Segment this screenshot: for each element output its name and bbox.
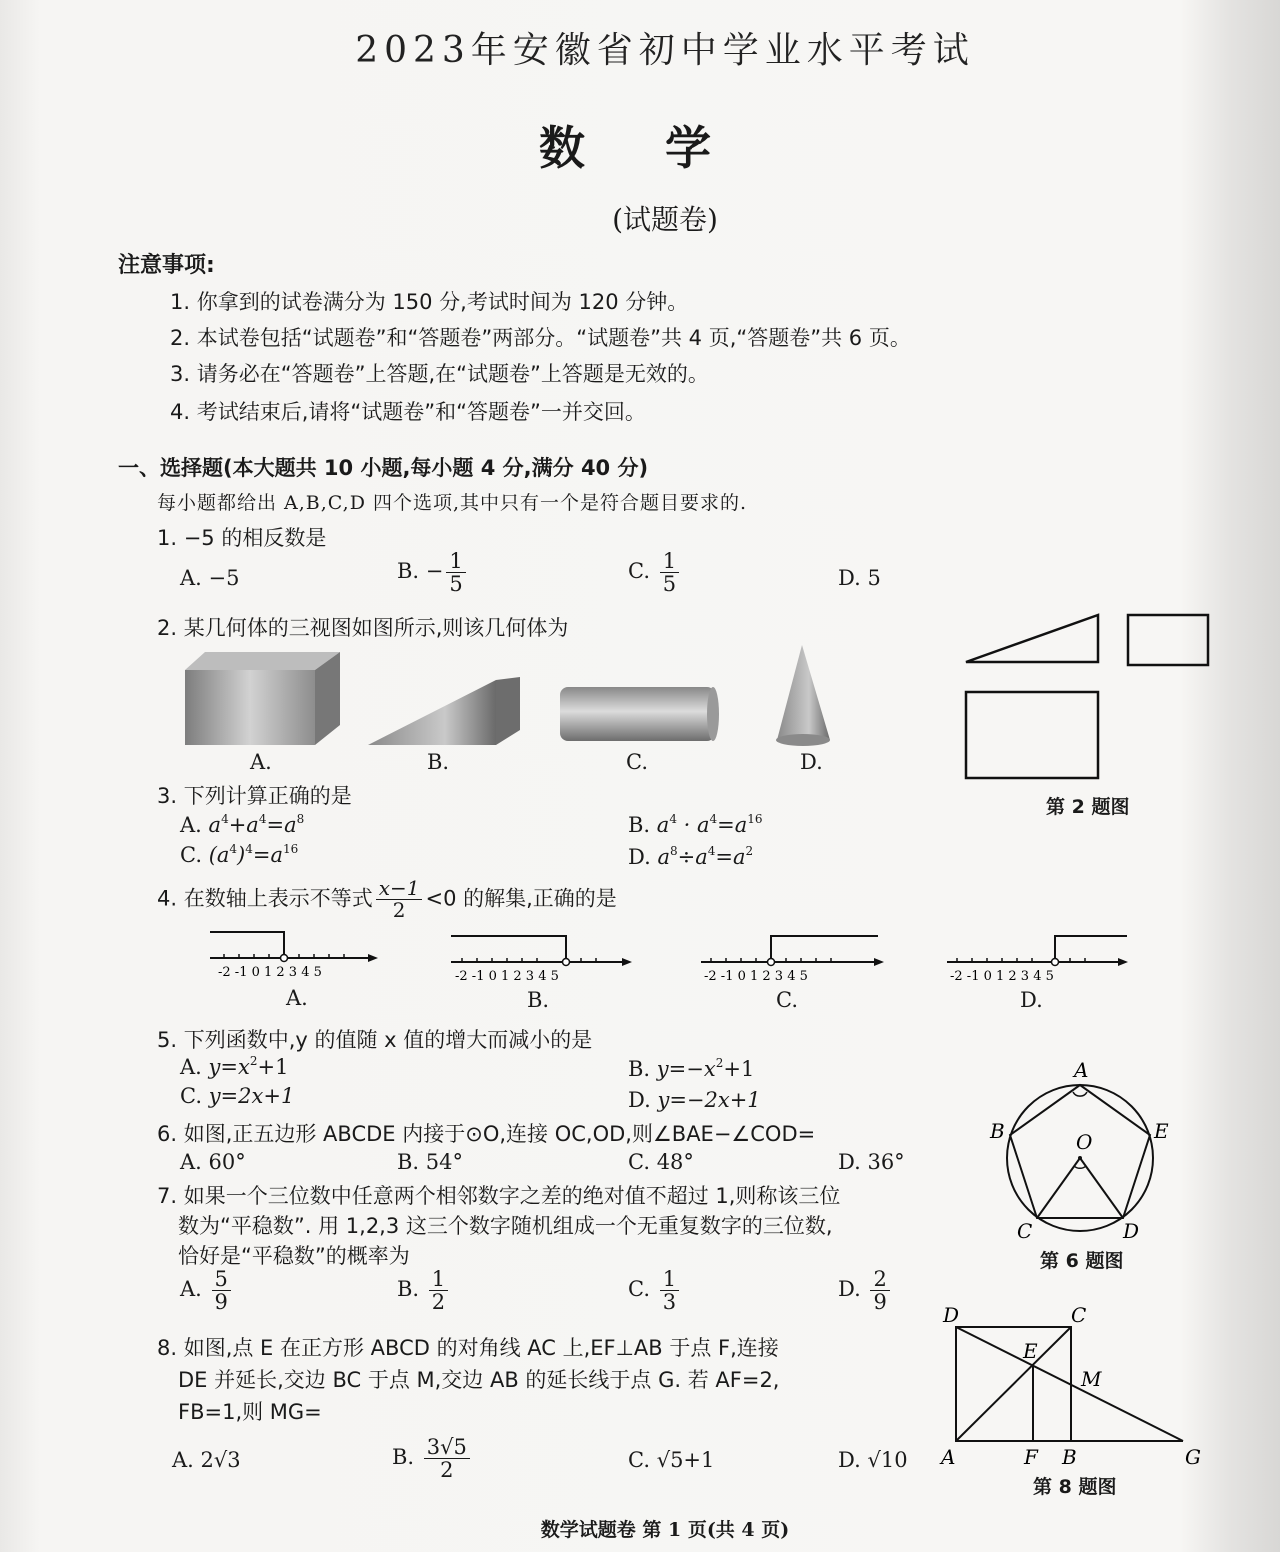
exponent: 4 xyxy=(229,842,238,856)
option-label: B. xyxy=(397,1150,420,1174)
svg-text:-2 -1 0 1 2 3 4 5: -2 -1 0 1 2 3 4 5 xyxy=(704,969,808,984)
option-label: A. xyxy=(172,1448,194,1472)
q3-option-c xyxy=(180,842,298,867)
stem-text: 4. 在数轴上表示不等式 xyxy=(157,886,373,911)
option-label: D. xyxy=(838,1277,861,1302)
denominator: 9 xyxy=(873,1290,887,1315)
expr-part: a xyxy=(208,813,222,837)
option-value: 36° xyxy=(867,1150,905,1174)
cone-icon xyxy=(776,645,830,746)
option-label: D. xyxy=(838,1150,861,1174)
denominator: 9 xyxy=(214,1290,228,1315)
q6-pentagon-figure xyxy=(980,1055,1180,1245)
option-label: B. xyxy=(628,813,651,837)
expr-part: =a xyxy=(252,843,284,867)
question-8-stem-line: 8. 如图,点 E 在正方形 ABCD 的对角线 AC 上,EF⊥AB 于点 F,连接 xyxy=(157,1336,779,1360)
q3-option-d xyxy=(628,844,753,869)
option-value: y=−2x+1 xyxy=(657,1088,761,1112)
exponent: 4 xyxy=(669,812,677,826)
exponent: 4 xyxy=(221,812,229,826)
question-7-stem-line: 7. 如果一个三位数中任意两个相邻数字之差的绝对值不超过 1,则称该三位 xyxy=(157,1184,841,1208)
expr-part: a xyxy=(656,813,670,837)
numerator: x−1 xyxy=(376,878,423,900)
exponent: 4 xyxy=(709,812,718,826)
fraction xyxy=(376,878,423,921)
option-label: A. xyxy=(180,566,202,590)
expr-part: =a xyxy=(717,813,748,837)
option-label: D. xyxy=(838,1448,861,1472)
option-value: 5 xyxy=(867,566,881,590)
q8-square-figure xyxy=(935,1298,1210,1478)
subject-title: 数学 xyxy=(539,121,791,175)
svg-text:B: B xyxy=(990,1119,1005,1143)
q5-option-a xyxy=(180,1054,288,1079)
numerator: 2 xyxy=(870,1268,889,1291)
q8-option-d xyxy=(838,1448,908,1472)
question-7-stem-line: 恰好是“平稳数”的概率为 xyxy=(178,1244,410,1268)
q4-number-line-a xyxy=(200,926,380,982)
numerator: 5 xyxy=(212,1268,231,1291)
question-8-stem-line: DE 并延长,交边 BC 于点 M,交边 AB 的延长线于点 G. 若 AF=2, xyxy=(178,1368,780,1392)
option-label: B. xyxy=(392,1445,415,1470)
expr-part: ÷a xyxy=(677,845,708,869)
svg-text:-2 -1 0 1 2 3 4 5: -2 -1 0 1 2 3 4 5 xyxy=(455,969,559,984)
option-label: D. xyxy=(628,845,651,869)
q1-option-a xyxy=(180,566,240,590)
exponent: 4 xyxy=(707,844,716,858)
svg-text:E: E xyxy=(1154,1119,1169,1143)
expr-part: +a xyxy=(228,813,259,837)
notes-heading: 注意事项: xyxy=(118,253,215,278)
q4-option-a-label: A. xyxy=(286,986,308,1010)
q4-option-c-label: C. xyxy=(776,988,798,1012)
svg-text:F: F xyxy=(1024,1445,1038,1469)
denominator: 5 xyxy=(449,572,463,597)
numerator: 3√5 xyxy=(424,1436,470,1459)
question-8-stem-line: FB=1,则 MG= xyxy=(178,1400,322,1424)
expr-part: · a xyxy=(676,813,710,837)
exponent: 8 xyxy=(296,812,305,826)
option-label: A. xyxy=(180,813,202,837)
exponent: 4 xyxy=(245,842,253,856)
svg-text:E: E xyxy=(1023,1339,1038,1363)
option-label: B. xyxy=(397,559,420,584)
svg-text:-2 -1 0 1 2 3 4 5: -2 -1 0 1 2 3 4 5 xyxy=(950,969,1054,984)
q7-option-a xyxy=(180,1268,234,1313)
q6-option-c xyxy=(628,1150,694,1174)
q2-option-d-label: D. xyxy=(800,750,823,774)
q2-figure-caption: 第 2 题图 xyxy=(1046,796,1130,818)
q8-figure-caption: 第 8 题图 xyxy=(1033,1476,1117,1498)
cylinder-icon xyxy=(560,687,719,741)
option-value: 2√3 xyxy=(200,1448,241,1472)
option-value: 60° xyxy=(208,1150,246,1174)
option-label: C. xyxy=(180,1084,202,1108)
exponent: 16 xyxy=(283,842,299,856)
top-view-rectangle xyxy=(966,692,1098,778)
fraction xyxy=(429,1268,448,1313)
fraction xyxy=(212,1268,231,1313)
note-item: 2. 本试卷包括“试题卷”和“答题卷”两部分。“试题卷”共 4 页,“答题卷”共 6 页。 xyxy=(170,326,911,350)
q5-option-c xyxy=(180,1084,294,1108)
q2-option-b-label: B. xyxy=(427,750,450,774)
option-label: C. xyxy=(628,1448,650,1472)
fraction xyxy=(660,550,679,595)
q4-option-d-label: D. xyxy=(1020,988,1043,1012)
option-label: D. xyxy=(838,566,861,590)
question-4-stem xyxy=(157,878,617,921)
expr-part: ) xyxy=(237,843,246,867)
q7-option-c xyxy=(628,1268,682,1313)
svg-text:M: M xyxy=(1081,1367,1102,1391)
q7-option-d xyxy=(838,1268,893,1313)
numerator: 1 xyxy=(429,1268,448,1291)
expr-part: =a xyxy=(715,845,746,869)
option-label: B. xyxy=(628,1057,651,1081)
option-value: √5+1 xyxy=(656,1448,715,1472)
fraction xyxy=(446,550,465,595)
rectangular-prism-icon xyxy=(185,652,340,745)
q6-option-a xyxy=(180,1150,246,1174)
stem-text: <0 的解集,正确的是 xyxy=(425,886,617,911)
option-label: B. xyxy=(397,1277,420,1302)
svg-text:A: A xyxy=(1074,1058,1089,1082)
option-label: C. xyxy=(628,559,650,584)
option-label: C. xyxy=(628,1277,650,1302)
fraction xyxy=(660,1268,679,1313)
triangular-prism-icon xyxy=(368,677,520,745)
exponent: 2 xyxy=(745,844,754,858)
option-value: y=2x+1 xyxy=(208,1084,295,1108)
numerator: 1 xyxy=(660,550,679,573)
note-item: 3. 请务必在“答题卷”上答题,在“试题卷”上答题是无效的。 xyxy=(170,362,709,386)
option-label: C. xyxy=(180,843,202,867)
q1-option-b xyxy=(397,550,469,595)
svg-text:G: G xyxy=(1185,1445,1201,1469)
svg-text:O: O xyxy=(1076,1130,1093,1154)
denominator: 5 xyxy=(662,572,677,597)
svg-text:A: A xyxy=(941,1445,956,1469)
q4-number-line-d xyxy=(942,930,1132,984)
expr-part: y=x xyxy=(208,1055,250,1079)
svg-text:D: D xyxy=(943,1303,960,1327)
q8-option-c xyxy=(628,1448,714,1472)
svg-text:B: B xyxy=(1062,1445,1077,1469)
option-label: A. xyxy=(180,1277,202,1302)
note-item: 1. 你拿到的试卷满分为 150 分,考试时间为 120 分钟。 xyxy=(170,290,689,314)
section-description: 每小题都给出 A,B,C,D 四个选项,其中只有一个是符合题目要求的. xyxy=(157,492,748,514)
side-view-rectangle xyxy=(1128,615,1208,665)
question-3-stem: 3. 下列计算正确的是 xyxy=(157,784,352,808)
denominator: 3 xyxy=(662,1290,677,1315)
question-6-stem: 6. 如图,正五边形 ABCDE 内接于⊙O,连接 OC,OD,则∠BAE−∠COD= xyxy=(157,1122,816,1146)
question-7-stem-line: 数为“平稳数”. 用 1,2,3 这三个数字随机组成一个无重复数字的三位数, xyxy=(178,1214,833,1238)
q5-option-d xyxy=(628,1088,761,1112)
q3-option-b xyxy=(628,812,763,837)
section-heading: 一、选择题(本大题共 10 小题,每小题 4 分,满分 40 分) xyxy=(118,456,649,480)
page-footer: 数学试题卷 第 1 页(共 4 页) xyxy=(540,1519,790,1541)
q5-option-b xyxy=(628,1056,754,1081)
q6-option-b xyxy=(397,1150,463,1174)
q8-option-b xyxy=(392,1436,473,1481)
numerator: 1 xyxy=(446,550,465,573)
expr-part: a xyxy=(657,845,670,869)
fraction xyxy=(424,1436,470,1481)
expr-part: y=−x xyxy=(656,1057,716,1081)
exponent: 4 xyxy=(258,812,267,826)
exponent: 2 xyxy=(249,1054,258,1068)
option-value: √10 xyxy=(867,1448,908,1472)
q2-solid-options-figure xyxy=(180,640,880,750)
denominator: 2 xyxy=(392,898,406,922)
q2-option-a-label: A. xyxy=(250,750,272,774)
expr-part: +1 xyxy=(257,1055,289,1079)
option-label: A. xyxy=(180,1055,202,1079)
note-item: 4. 考试结束后,请将“试题卷”和“答题卷”一并交回。 xyxy=(170,400,646,424)
denominator: 2 xyxy=(431,1290,446,1315)
q4-option-b-label: B. xyxy=(527,988,550,1012)
question-5-stem: 5. 下列函数中,y 的值随 x 值的增大而减小的是 xyxy=(157,1028,593,1052)
exponent: 8 xyxy=(669,844,678,858)
q6-option-d xyxy=(838,1150,905,1174)
expr-part: (a xyxy=(208,843,230,867)
q8-option-a xyxy=(172,1448,241,1472)
svg-text:-2 -1 0 1 2 3 4 5: -2 -1 0 1 2 3 4 5 xyxy=(218,965,322,980)
svg-text:C: C xyxy=(1017,1219,1033,1243)
question-2-stem: 2. 某几何体的三视图如图所示,则该几何体为 xyxy=(157,616,569,640)
fraction xyxy=(870,1268,889,1313)
option-value: 54° xyxy=(425,1150,464,1174)
q2-option-c-label: C. xyxy=(626,750,648,774)
exponent: 16 xyxy=(747,812,763,826)
option-label: D. xyxy=(628,1088,651,1112)
option-label: A. xyxy=(180,1150,202,1174)
question-1-stem: 1. −5 的相反数是 xyxy=(157,526,327,550)
q1-option-d xyxy=(838,566,881,590)
paper-type: (试题卷) xyxy=(612,203,718,236)
q4-number-line-b xyxy=(446,930,636,984)
numerator: 1 xyxy=(660,1268,679,1291)
front-view-triangle xyxy=(966,615,1098,662)
option-sign: − xyxy=(425,559,444,584)
exponent: 2 xyxy=(715,1056,724,1070)
q1-option-c xyxy=(628,550,682,595)
option-value: 48° xyxy=(656,1150,694,1174)
q3-option-a xyxy=(180,812,304,837)
denominator: 2 xyxy=(440,1458,454,1483)
option-label: C. xyxy=(628,1150,650,1174)
exam-title: 2023年安徽省初中学业水平考试 xyxy=(355,30,975,71)
svg-text:D: D xyxy=(1123,1219,1140,1243)
q2-three-views-figure xyxy=(960,610,1220,800)
expr-part: +1 xyxy=(723,1057,755,1081)
q6-figure-caption: 第 6 题图 xyxy=(1040,1250,1124,1272)
svg-text:C: C xyxy=(1071,1303,1087,1327)
option-value: −5 xyxy=(208,566,240,590)
expr-part: =a xyxy=(266,813,297,837)
q7-option-b xyxy=(397,1268,451,1313)
q4-number-line-c xyxy=(696,930,886,984)
